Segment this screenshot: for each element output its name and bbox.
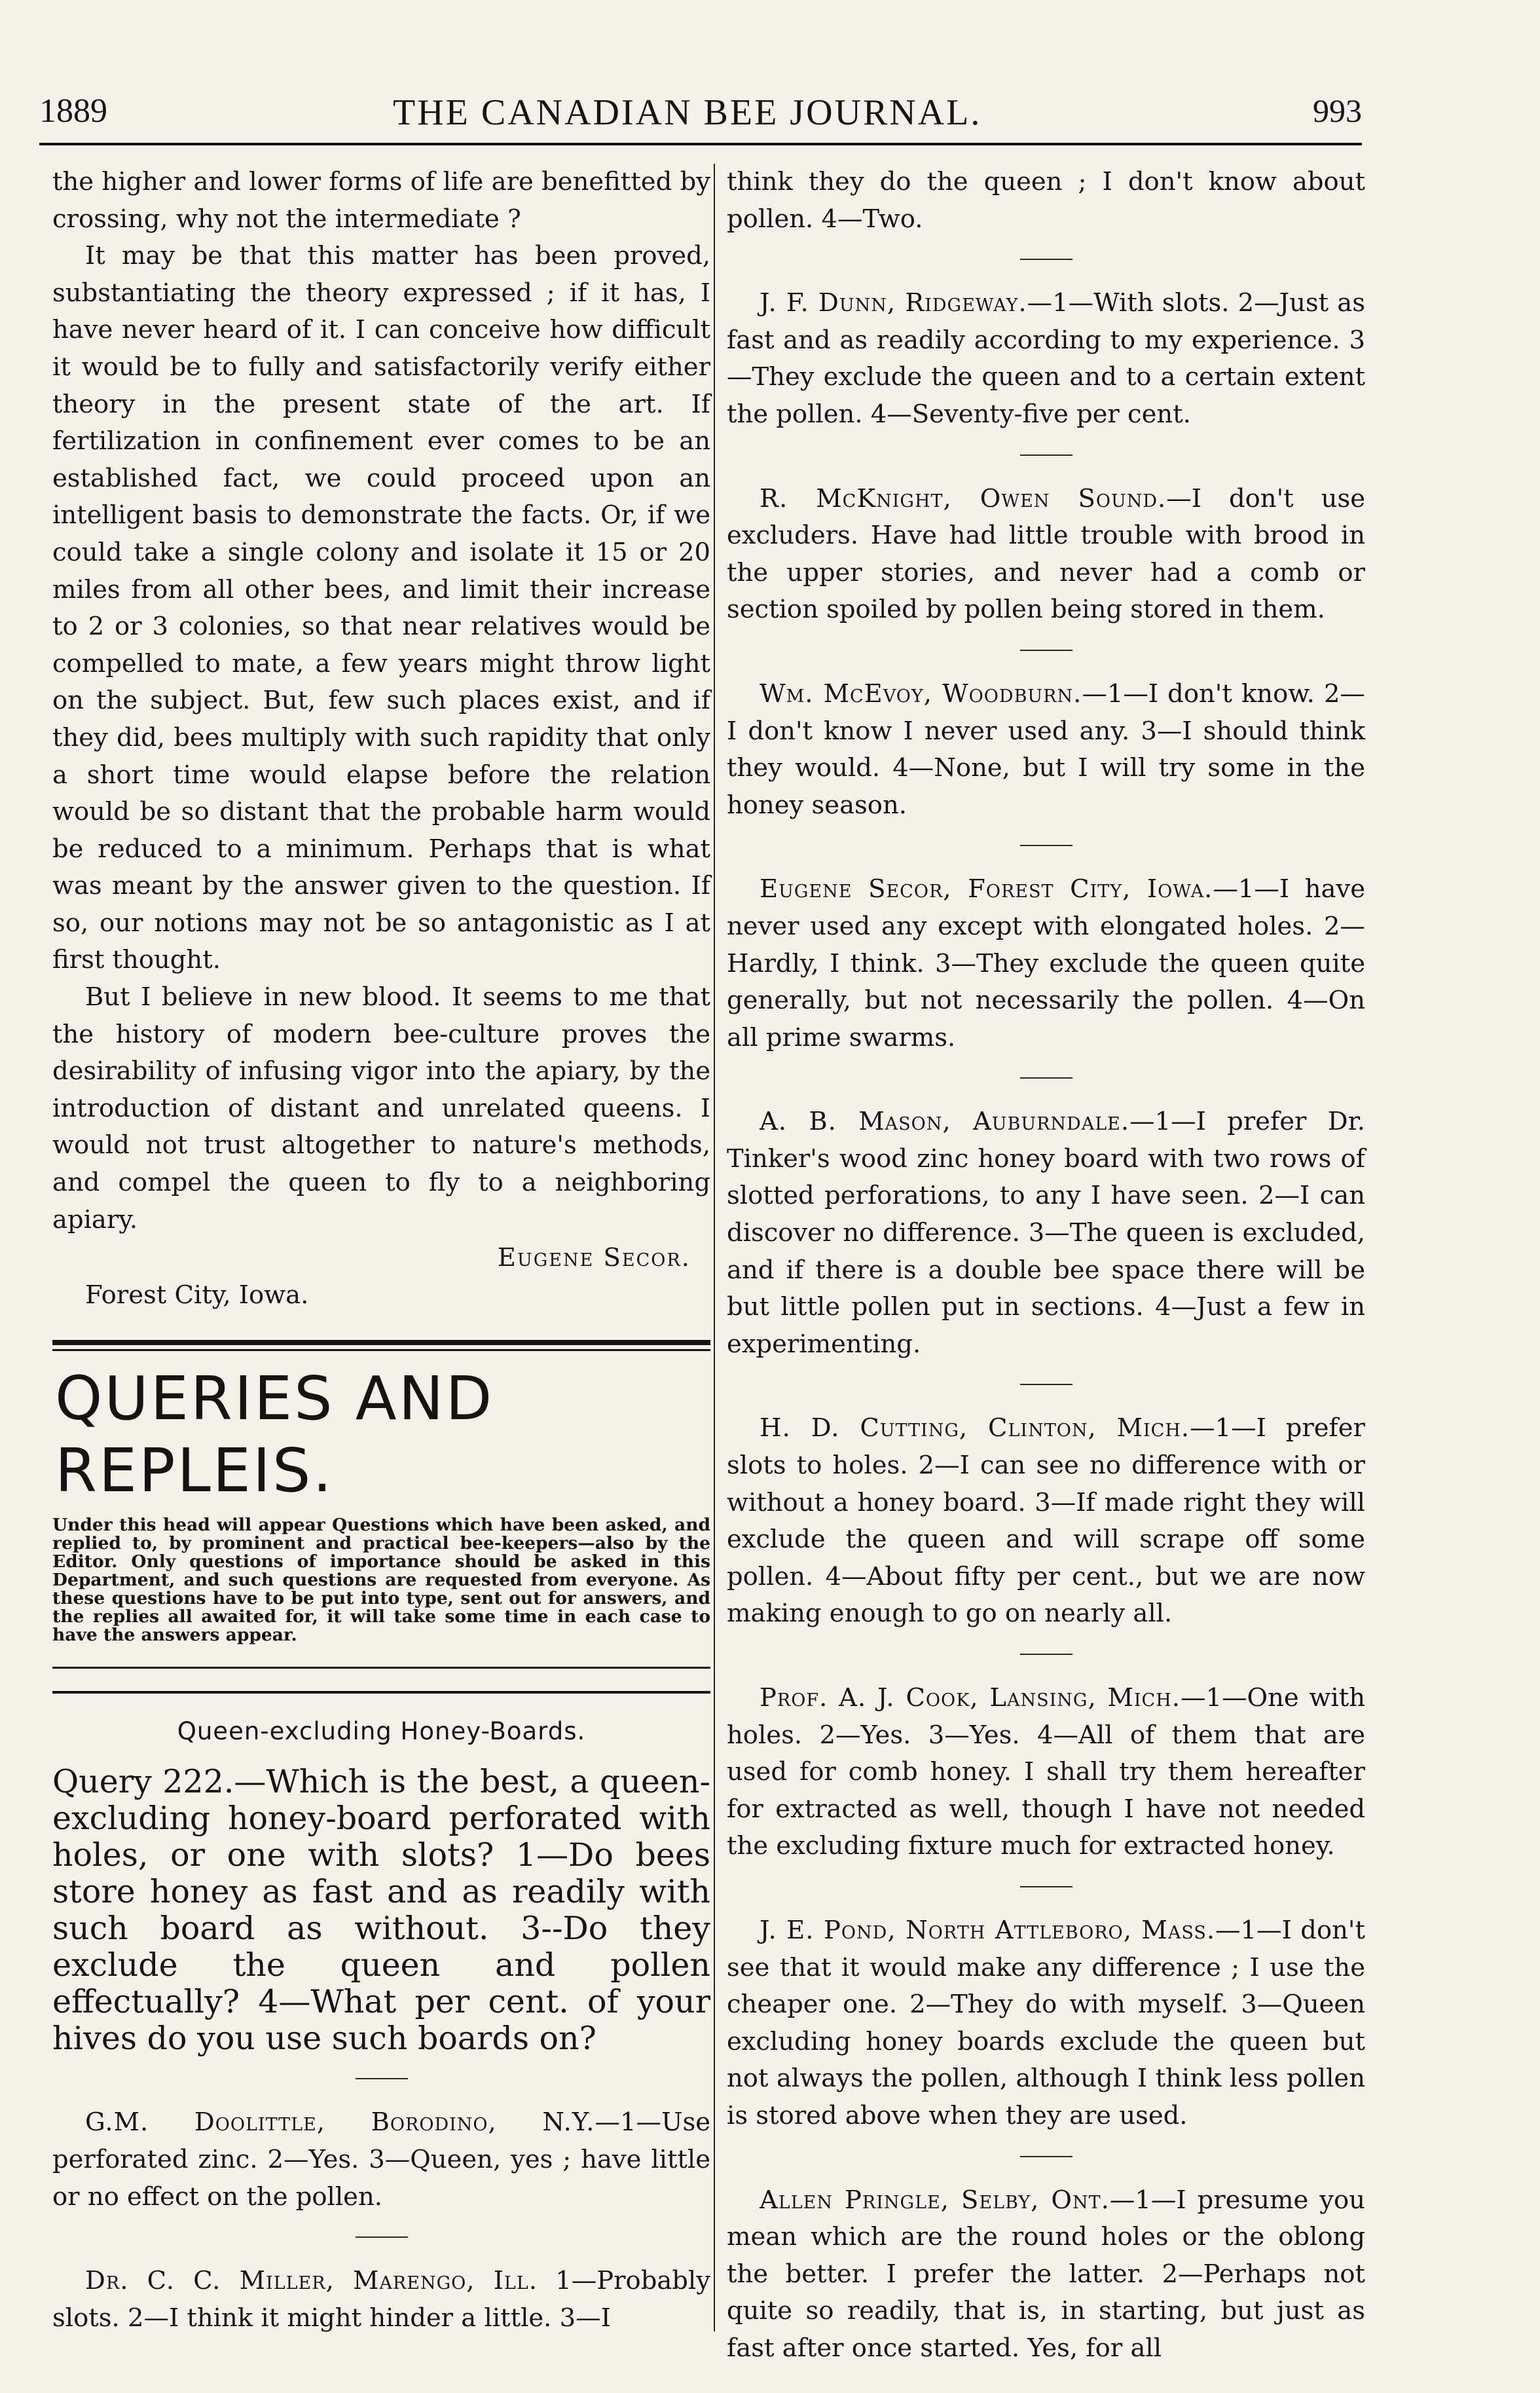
query-text: Query 222.—Which is the best, a queen-excluding honey-board perforated with holes, or one with slots? 1—Do bees store honey as fast and as readily with such board as without. 3--Do they exclude the queen and pollen effectually? 4—What per cent. of your hives do you use such boards on?: [52, 1763, 710, 2058]
reply-text: —1—One with holes. 2—Yes. 3—Yes. 4—All of them that are used for comb honey. I shall try them hereafter for extracted as well, though I have not needed the excluding fixture much for extracted honey.: [727, 1683, 1365, 1861]
reply-entry: [52, 2104, 710, 2216]
section-rule: [52, 1691, 710, 1694]
separator: [1020, 845, 1072, 846]
paragraph: It may be that this matter has been proved, substantiating the theory expressed ; if it has, I have never heard of it. I can conceive how difficult it would be to fully and satisfactorily verify either theory in the present state of the art. If fertilization in confinement ever comes to be an established fact, we could proceed upon an intelligent basis to demonstrate the facts. Or, if we could take a single colony and isolate it 15 or 20 miles from all other bees, and limit their increase to 2 or 3 colonies, so that near relatives would be compelled to mate, a few years might throw light on the subject. But, few such places exist, and if they did, bees multiply with such rapidity that only a short time would elapse before the relation would be so distant that the probable harm would be reduced to a minimum. Perhaps that is what was meant by the answer given to the question. If so, our notions may not be so antagonistic as I at first thought.: [52, 241, 710, 975]
paragraph: But I believe in new blood. It seems to me that the history of modern bee-culture proves the desirability of infusing vigor into the apiary, by the introduction of distant and unrelated queens. I would not trust altogether to nature's methods, and compel the queen to fly to a neighboring apiary.: [52, 982, 710, 1234]
reply-entry: [727, 481, 1365, 629]
section-note: Under this head will appear Questions which have been asked, and replied to, by prominent and practical bee-keepers—also by the Editor. Only questions of importance should be asked in this Department, and such questions are requested from everyone. As these questions have to be put into type, sent out for answers, and the replies all awaited for, it will take some time in each case to have the answers appear.: [52, 1515, 710, 1646]
reply-author: Wm. McEvoy, Woodburn.: [760, 678, 1082, 709]
reply-text: —1—I don't know. 2—I don't know I never used any. 3—I should think they would. 4—None, but I will try some in the honey season.: [727, 678, 1365, 820]
section-rule: [52, 1340, 710, 1351]
reply-author: Prof. A. J. Cook, Lansing, Mich.: [760, 1683, 1181, 1713]
reply-text: —1—Use perforated zinc. 2—Yes. 3—Queen, yes ; have little or no effect on the pollen.: [52, 2107, 710, 2212]
reply-entry: [727, 676, 1365, 824]
reply-entry: [727, 1680, 1365, 1865]
right-column: [727, 164, 1365, 2367]
paragraph: think they do the queen ; I don't know about pollen. 4—Two.: [727, 167, 1365, 234]
column-divider: [714, 164, 715, 2331]
separator: [1020, 1384, 1072, 1385]
author-signature: Eugene Secor.: [497, 1243, 691, 1273]
separator: [1020, 2156, 1072, 2157]
separator: [1020, 454, 1072, 456]
separator: [1020, 1654, 1072, 1655]
separator: [1020, 1886, 1072, 1887]
reply-entry: [727, 871, 1365, 1056]
query-subheading: Queen-excluding Honey-Boards.: [177, 1717, 586, 1746]
reply-text: —1—I presume you mean which are the round holes or the oblong the better. I prefer the latter. 2—Perhaps not quite so readily, that is, in starting, but just as fast after once started. Yes, for all: [727, 2185, 1365, 2363]
reply-author: G.M. Doolittle, Borodino, N.Y.: [85, 2107, 595, 2138]
reply-author: Eugene Secor, Forest City, Iowa.: [760, 874, 1213, 904]
reply-text: 1—Probably slots. 2—I think it might hinder a little. 3—I: [52, 2266, 710, 2333]
reply-entry: [727, 2182, 1365, 2367]
reply-entry: [52, 2263, 710, 2337]
reply-text: —1—I prefer slots to holes. 2—I can see no difference with or without a honey board. 3—If made right they will exclude the queen and will scrape off some pollen. 4—About fifty per cent., but we are now making enough to go on nearly all.: [727, 1413, 1365, 1629]
reply-text: —1—I have never used any except with elongated holes. 2—Hardly, I think. 3—They exclude the queen quite generally, but not necessarily the pollen. 4—On all prime swarms.: [727, 874, 1365, 1052]
reply-author: J. E. Pond, North Attleboro, Mass.: [760, 1915, 1216, 1945]
reply-author: H. D. Cutting, Clinton, Mich.: [760, 1413, 1190, 1443]
left-column: [52, 164, 710, 2337]
reply-author: A. B. Mason, Auburndale.: [760, 1107, 1130, 1137]
separator: [1020, 650, 1072, 651]
reply-text: —1—I don't see that it would make any difference ; I use the cheaper one. 2—They do with myself. 3—Queen excluding honey boards exclude the queen but not always the pollen, although I think less pollen is stored above when they are used.: [727, 1915, 1365, 2130]
header-rule: [39, 143, 1362, 145]
reply-author: Allen Pringle, Selby, Ont.: [760, 2185, 1110, 2215]
reply-entry: [727, 1912, 1365, 2135]
reply-entry: [727, 1410, 1365, 1633]
reply-author: J. F. Dunn, Ridgeway.: [760, 288, 1027, 318]
running-header: [39, 92, 1362, 144]
separator: [356, 2236, 408, 2238]
reply-text: —I don't use excluders. Have had little trouble with brood in the upper stories, and never had a comb or section spoiled by pollen being stored in them.: [727, 483, 1366, 625]
reply-author: Dr. C. C. Miller, Marengo, Ill.: [85, 2266, 538, 2296]
author-location: Forest City, Iowa.: [85, 1280, 309, 1310]
separator: [1020, 259, 1072, 260]
reply-text: —1—With slots. 2—Just as fast and as readily according to my experience. 3—They exclude the queen and to a certain extent the pollen. 4—Seventy-five per cent.: [727, 288, 1365, 429]
section-rule: [52, 1667, 710, 1669]
reply-entry: [727, 1104, 1365, 1363]
header-page-number: 993: [1313, 92, 1362, 129]
reply-entry: [727, 285, 1365, 433]
paragraph: the higher and lower forms of life are benefitted by crossing, why not the intermediate ?: [52, 167, 710, 234]
header-title: THE CANADIAN BEE JOURNAL.: [393, 92, 982, 133]
reply-text: —1—I prefer Dr. Tinker's wood zinc honey board with two rows of slotted perforations, to any I have seen. 2—I can discover no difference. 3—The queen is excluded, and if there is a double bee space there will be but little pollen put in sections. 4—Just a few in experimenting.: [727, 1107, 1365, 1359]
reply-author: R. McKnight, Owen Sound.: [760, 483, 1167, 513]
header-year: 1889: [39, 92, 107, 130]
separator: [1020, 1077, 1072, 1079]
section-title: QUERIES AND REPLEIS.: [55, 1363, 494, 1506]
separator: [356, 2078, 408, 2079]
